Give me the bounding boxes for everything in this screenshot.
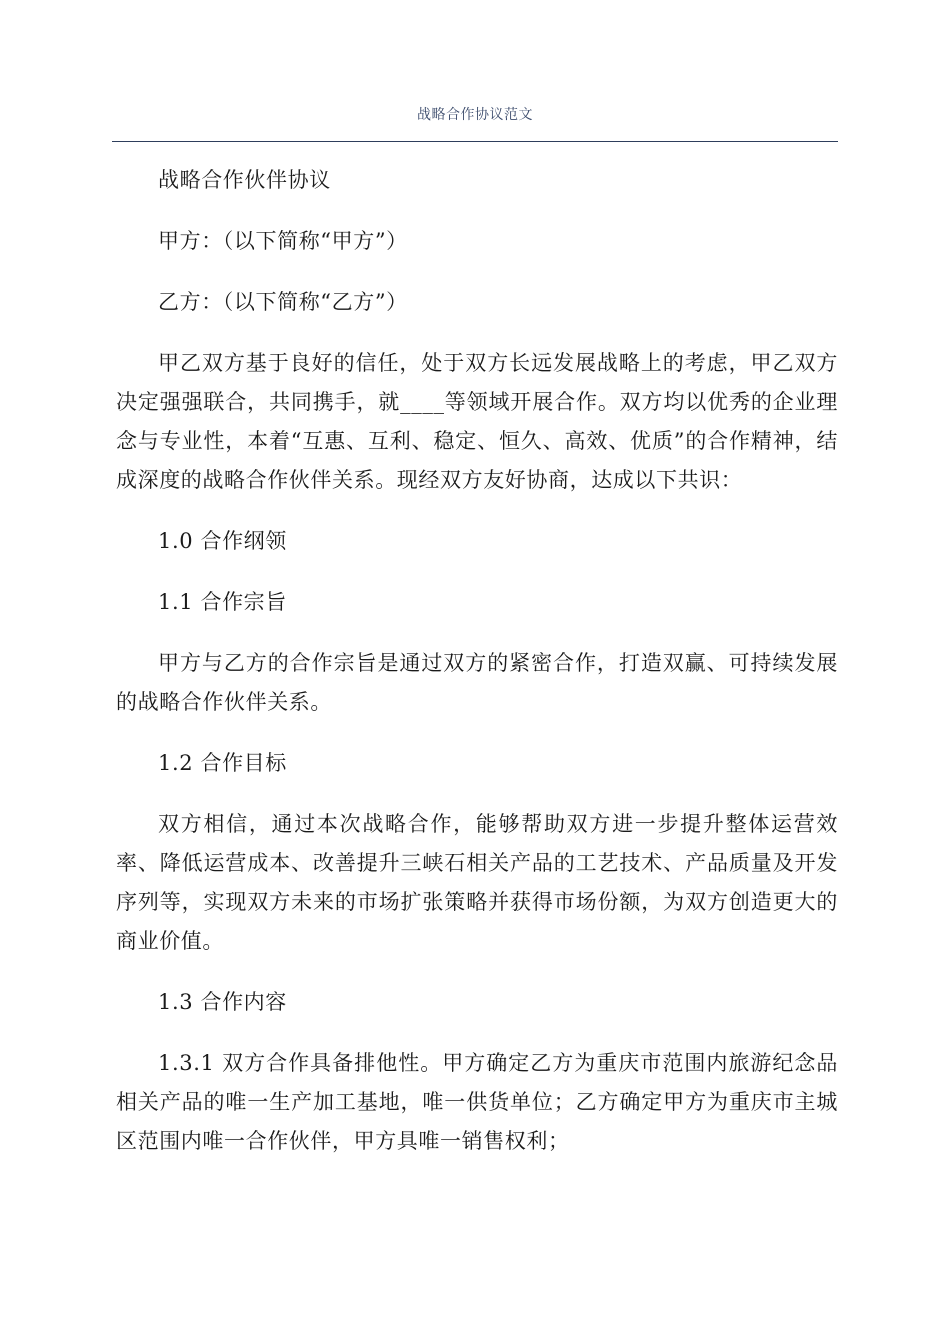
party-a-line: 甲方：（以下简称“甲方”） — [158, 229, 408, 253]
section-heading-1-0: 1.0 合作纲领 — [158, 529, 287, 553]
document-body — [116, 161, 838, 1183]
party-b-line: 乙方：（以下简称“乙方”） — [158, 290, 408, 314]
page-header-title: 战略合作协议范文 — [417, 107, 533, 123]
clause-1-3-1: 1.3.1 双方合作具备排他性。甲方确定乙方为重庆市范围内旅游纪念品相关产品的唯一生产加工基地，唯一供货单位；乙方确定甲方为重庆市主城区范围内唯一合作伙伴，甲方具唯一销售权利； — [116, 1051, 838, 1153]
goals-paragraph: 双方相信，通过本次战略合作，能够帮助双方进一步提升整体运营效率、降低运营成本、改善提升三峡石相关产品的工艺技术、产品质量及开发序列等，实现双方未来的市场扩张策略并获得市场份额，为双方创造更大的商业价值。 — [116, 812, 838, 953]
section-heading-1-3: 1.3 合作内容 — [158, 990, 287, 1014]
purpose-paragraph: 甲方与乙方的合作宗旨是通过双方的紧密合作，打造双赢、可持续发展的战略合作伙伴关系。 — [116, 651, 838, 714]
header-divider — [112, 141, 838, 142]
section-heading-1-1: 1.1 合作宗旨 — [158, 590, 287, 614]
preamble-paragraph: 甲乙双方基于良好的信任，处于双方长远发展战略上的考虑，甲乙双方决定强强联合，共同携手，就____等领域开展合作。双方均以优秀的企业理念与专业性，本着“互惠、互利、稳定、恒久、高效、优质”的合作精神，结成深度的战略合作伙伴关系。现经双方友好协商，达成以下共识： — [116, 351, 838, 492]
agreement-title: 战略合作伙伴协议 — [158, 168, 331, 192]
section-heading-1-2: 1.2 合作目标 — [158, 751, 287, 775]
